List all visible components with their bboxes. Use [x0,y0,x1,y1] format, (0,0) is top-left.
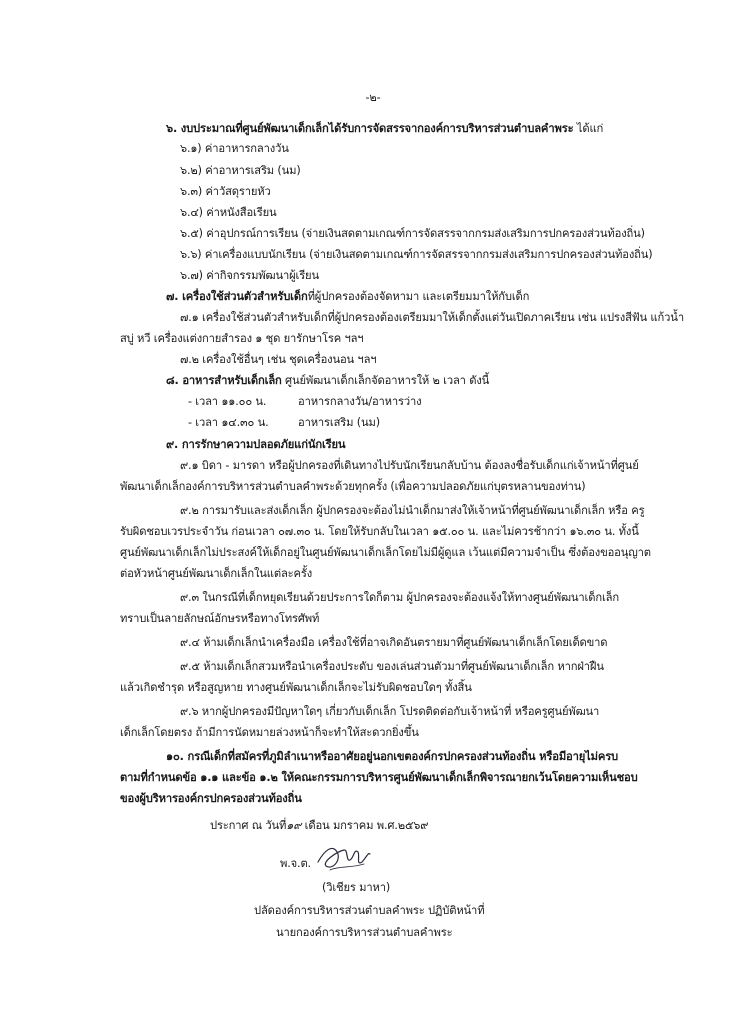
section9-p4: ๙.๔ ห้ามเด็กเล็กนำเครื่องมือ เครื่องใช้ที่อาจเกิดอันตรายมาที่ศูนย์พัฒนาเด็กเล็กโดยเด็ดขาด [180,636,608,649]
section6-heading-row [166,121,603,137]
page-number: -๒- [365,91,381,104]
section8-heading-row [166,373,489,389]
section9-p6-line2: เด็กเล็กโดยตรง ถ้ามีการนัดหมายล่วงหน้าก็จะทำให้สะดวกยิ่งขึ้น [120,726,419,739]
section8-heading-tail: ศูนย์พัฒนาเด็กเล็กจัดอาหารให้ ๒ เวลา ดังนี้ [281,374,490,387]
section9-p5-line2: แล้วเกิดชำรุด หรือสูญหาย ทางศูนย์พัฒนาเด็กเล็กจะไม่รับผิดชอบใดๆ ทั้งสิ้น [120,681,472,694]
meal-time-1: - เวลา ๑๑.๐๐ น. [188,395,267,408]
section9-p2-line3: ศูนย์พัฒนาเด็กเล็กไม่ประสงค์ให้เด็กอยู่ในศูนย์พัฒนาเด็กเล็กโดยไม่มีผู้ดูแล เว้นแต่มีความจำเป็น ซึ่งต้องขออนุญาต [120,546,651,559]
section6-heading: ๖. งบประมาณที่ศูนย์พัฒนาเด็กเล็กได้รับการจัดสรรจากองค์การบริหารส่วนตำบลคำพระ [166,122,574,135]
announcement-prefix: ประกาศ ณ วันที่ [210,819,287,832]
section9-p5-line1: ๙.๕ ห้ามเด็กเล็กสวมหรือนำเครื่องประดับ ของเล่นส่วนตัวมาที่ศูนย์พัฒนาเด็กเล็ก หากฝ่าฝืน [180,660,604,673]
section6-heading-tail: ได้แก่ [573,122,604,135]
signatory-title-line2: นายกองค์การบริหารส่วนตำบลคำพระ [276,926,453,939]
section6-item: ๖.๖) ค่าเครื่องแบบนักเรียน (จ่ายเงินสดตามเกณฑ์การจัดสรรจากกรมส่งเสริมการปกครองส่วนท้องถิ่น) [180,248,653,261]
section10-line2: ตามที่กำหนดข้อ ๑.๑ และข้อ ๑.๒ ให้คณะกรรมการบริหารศูนย์พัฒนาเด็กเล็กพิจารณายกเว้นโดยความเห็นชอบ [120,771,638,784]
section6-item: ๖.๑) ค่าอาหารกลางวัน [180,142,289,155]
meal-desc-1: อาหารกลางวัน/อาหารว่าง [298,395,422,408]
section9-p2-line4: ต่อหัวหน้าศูนย์พัฒนาเด็กเล็กในแต่ละครั้ง [120,567,313,580]
section7-paragraph1-line2: สบู่ หวี เครื่องแต่งกายสำรอง ๑ ชุด ยารักษาโรค ฯลฯ [120,332,364,345]
section7-heading: ๗. เครื่องใช้ส่วนตัวสำหรับเด็ก [166,290,308,303]
section10-line3: ของผู้บริหารองค์กรปกครองส่วนท้องถิ่น [120,792,302,805]
announcement-suffix: เดือน มกราคม พ.ศ.๒๕๖๙ [301,819,429,832]
section7-paragraph1-line1: ๗.๑ เครื่องใช้ส่วนตัวสำหรับเด็กที่ผู้ปกครองต้องเตรียมมาให้เด็กตั้งแต่วันเปิดภาคเรียน เช่น แปรงสีฟัน แก้วน้ำ [180,311,685,324]
section7-heading-tail: ที่ผู้ปกครองต้องจัดหามา และเตรียมมาให้กับเด็ก [307,290,530,303]
section6-item: ๖.๕) ค่าอุปกรณ์การเรียน (จ่ายเงินสดตามเกณฑ์การจัดสรรจากกรมส่งเสริมการปกครองส่วนท้องถิ่น) [180,227,645,240]
handwritten-signature-icon [312,840,374,876]
signatory-title-line1: ปลัดองค์การบริหารส่วนตำบลคำพระ ปฏิบัติหน้าที่ [254,904,485,917]
section6-item: ๖.๗) ค่ากิจกรรมพัฒนาผู้เรียน [180,269,319,282]
section7-heading-row [166,289,529,305]
meal-desc-2: อาหารเสริม (นม) [298,416,380,429]
announcement-day: ๑๙ [286,819,302,832]
signature-rank: พ.จ.ต. [280,857,311,870]
section9-p2-line2: รับผิดชอบเวรประจำวัน ก่อนเวลา ๐๗.๓๐ น. โดยให้รับกลับในเวลา ๑๕.๐๐ น. และไม่ควรช้ากว่า ๑๖.๓๐ น. ทั้งนี้ [120,525,639,538]
meal-time-2: - เวลา ๑๔.๓๐ น. [188,416,269,429]
section6-item: ๖.๓) ค่าวัสดุรายหัว [180,185,271,198]
section9-p3-line2: ทราบเป็นลายลักษณ์อักษรหรือทางโทรศัพท์ [120,612,320,625]
section9-p1-line1: ๙.๑ บิดา - มารดา หรือผู้ปกครองที่เดินทางไปรับนักเรียนกลับบ้าน ต้องลงชื่อรับเด็กแก่เจ้าหน้าที่ศูนย์ [180,459,639,472]
section10-line1: ๑๐. กรณีเด็กที่สมัครที่ภูมิลำเนาหรืออาศัยอยู่นอกเขตองค์กรปกครองส่วนท้องถิ่น หรือมีอายุไม่ครบ [166,750,619,763]
announcement-date [210,818,428,834]
section9-p1-line2: พัฒนาเด็กเล็กองค์การบริหารส่วนตำบลคำพระด้วยทุกครั้ง (เพื่อความปลอดภัยแก่บุตรหลานของท่าน) [120,480,586,493]
section9-p2-line1: ๙.๒ การมารับและส่งเด็กเล็ก ผู้ปกครองจะต้องไม่นำเด็กมาส่งให้เจ้าหน้าที่ศูนย์พัฒนาเด็กเล็ก หรือ ครู [180,504,645,517]
section6-item: ๖.๒) ค่าอาหารเสริม (นม) [180,164,301,177]
section9-heading: ๙. การรักษาความปลอดภัยแก่นักเรียน [166,438,346,451]
signatory-name: (วิเชียร มาหา) [322,881,391,894]
section9-p3-line1: ๙.๓ ในกรณีที่เด็กหยุดเรียนด้วยประการใดก็ตาม ผู้ปกครองจะต้องแจ้งให้ทางศูนย์พัฒนาเด็กเล็ก [180,591,619,604]
section6-item: ๖.๔) ค่าหนังสือเรียน [180,206,277,219]
section8-heading: ๘. อาหารสำหรับเด็กเล็ก [166,374,282,387]
section9-p6-line1: ๙.๖ หากผู้ปกครองมีปัญหาใดๆ เกี่ยวกับเด็กเล็ก โปรดติดต่อกับเจ้าหน้าที่ หรือครูศูนย์พัฒนา [180,705,600,718]
section7-paragraph2: ๗.๒ เครื่องใช้อื่นๆ เช่น ชุดเครื่องนอน ฯลฯ [180,353,377,366]
